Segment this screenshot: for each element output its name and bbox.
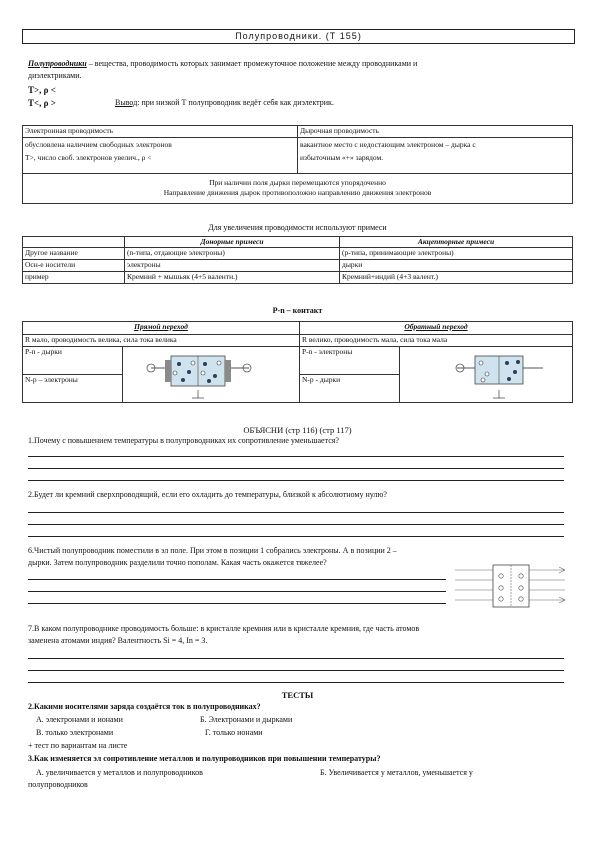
impurity-caption: Для увеличения проводимости используют примеси bbox=[208, 223, 387, 232]
question-7-line-2: заменена атомами индия? Валентность Si = 4, In = 3. bbox=[28, 636, 208, 645]
conduction-table bbox=[22, 125, 573, 204]
pn-reverse-row-1: P-n - электроны bbox=[300, 347, 400, 375]
header-electron: Электронная проводимость bbox=[23, 126, 298, 138]
answer-line bbox=[28, 670, 564, 671]
answer-line bbox=[28, 591, 446, 592]
explain-header: ОБЪЯСНИ (стр 116) (стр 117) bbox=[243, 425, 352, 435]
pn-desc-reverse: R велико, проводимость мала, сила тока мала bbox=[300, 335, 573, 347]
answer-line bbox=[28, 480, 564, 481]
hole-cell bbox=[298, 138, 573, 174]
impurity-row-label: пример bbox=[23, 272, 125, 284]
definition-line bbox=[28, 58, 417, 70]
impurity-row-label: Другое название bbox=[23, 248, 125, 260]
test-2-option-a[interactable]: А. электронами и ионами bbox=[36, 715, 123, 724]
impurity-row-donor: (n-типа, отдающие электроны) bbox=[125, 248, 340, 260]
impurity-header-donor: Донорные примеси bbox=[125, 237, 340, 248]
definition-line-2: диэлектриками. bbox=[28, 71, 82, 80]
impurity-table bbox=[22, 236, 573, 284]
impurity-row-acceptor: (p-типа, принимающие электроны) bbox=[340, 248, 573, 260]
electron-line-2: T>, число своб. электронов увелич., ρ < bbox=[25, 153, 152, 162]
impurity-header-acceptor: Акцепторные примеси bbox=[340, 237, 573, 248]
pn-forward-row-1: P-n - дырки bbox=[23, 347, 123, 375]
impurity-row-acceptor: Кремний+индий (4+3 валент.) bbox=[340, 272, 573, 284]
pn-desc-forward: R мало, проводимость велика, сила тока велика bbox=[23, 335, 300, 347]
answer-line bbox=[28, 512, 564, 513]
conclusion bbox=[115, 97, 334, 109]
pn-forward-row-2: N-p – электроны bbox=[23, 375, 123, 403]
impurity-row-label: Осн-е носители bbox=[23, 260, 125, 272]
test-2-option-d[interactable]: Г. только ионами bbox=[205, 728, 263, 737]
impurity-row-donor: электроны bbox=[125, 260, 340, 272]
question-7-line-1: 7.В каком полупроводнике проводимость больше: в кристалле кремния или в кристалле кремния, где часть атомов bbox=[28, 624, 420, 633]
answer-line bbox=[28, 579, 446, 580]
impurity-row-acceptor: дырки bbox=[340, 260, 573, 272]
test-3-option-b[interactable]: Б. Увеличивается у металлов, уменьшается у bbox=[320, 768, 473, 777]
test-2-option-b[interactable]: Б. Электронами и дырками bbox=[200, 715, 293, 724]
answer-line bbox=[28, 682, 564, 683]
question-2: 2.Будет ли кремний сверхпроводящий, если его охладить до температуры, близкой к абсолютному нулю? bbox=[28, 490, 387, 499]
conclusion-label: Вывод bbox=[115, 98, 138, 107]
hole-line-1: вакантное место с недостающим электроном – дырка с bbox=[300, 140, 476, 149]
answer-line bbox=[28, 603, 446, 604]
reverse-junction-figure bbox=[455, 350, 545, 406]
test-3-option-b-continued: полупроводников bbox=[28, 780, 88, 789]
pn-header-forward: Прямой переход bbox=[23, 322, 300, 335]
test-note: + тест по вариантам на листе bbox=[28, 741, 128, 750]
test-2-question: 2.Какими носителями заряда создаётся ток в полупроводниках? bbox=[28, 702, 261, 711]
hole-line-2: избыточным «+» зарядом. bbox=[300, 153, 384, 162]
answer-line bbox=[28, 468, 564, 469]
electron-line-1: обусловлена наличием свободных электронов bbox=[25, 140, 172, 149]
answer-line bbox=[28, 658, 564, 659]
page-title: Полупроводники. (Т 155) bbox=[22, 29, 575, 44]
question-1: 1.Почему с повышением температуры в полупроводниках их сопротивление уменьшается? bbox=[28, 436, 339, 445]
pn-caption: P-n – контакт bbox=[272, 306, 323, 315]
impurity-row-donor: Кремний + мышьяк (4+5 валентн.) bbox=[125, 272, 340, 284]
header-hole: Дырочная проводимость bbox=[298, 126, 573, 138]
question-6-line-2: дырки. Затем полупроводник разделили точно пополам. Какая часть окажется тяжелее? bbox=[28, 558, 327, 567]
tests-header: ТЕСТЫ bbox=[281, 690, 314, 700]
question-6-line-1: 6.Чистый полупроводник поместили в эл поле. При этом в позиции 1 собрались электроны. А в позиции 2 – bbox=[28, 546, 397, 555]
pn-reverse-row-2: N-p - дырки bbox=[300, 375, 400, 403]
footer-line-2: Направление движения дырок противоположно направлению движения электронов bbox=[163, 188, 432, 197]
footer-cell bbox=[23, 174, 573, 204]
forward-junction-figure bbox=[145, 350, 253, 404]
test-3-question: 3.Как изменяется эл сопротивление металлов и полупроводников при повышении температуры? bbox=[28, 754, 381, 763]
temperature-up: T>, ρ < bbox=[28, 85, 56, 95]
conclusion-text: : при низкой Т полупроводник ведёт себя как диэлектрик. bbox=[137, 98, 334, 107]
test-2-option-c[interactable]: В. только электронами bbox=[36, 728, 114, 737]
field-semiconductor-figure bbox=[455, 562, 565, 610]
temperature-down: T<, ρ > bbox=[28, 98, 56, 108]
impurity-header-blank bbox=[23, 237, 125, 248]
electron-cell bbox=[23, 138, 298, 174]
term: Полупроводники bbox=[28, 59, 87, 68]
definition-text: – вещества, проводимость которых занимает промежуточное положение между проводниками и bbox=[86, 59, 418, 68]
answer-line bbox=[28, 524, 564, 525]
pn-header-reverse: Обратный переход bbox=[300, 322, 573, 335]
answer-line bbox=[28, 456, 564, 457]
footer-line-1: При наличии поля дырки перемещаются упорядоченно bbox=[209, 178, 386, 187]
test-3-option-a[interactable]: А. увеличивается у металлов и полупроводников bbox=[36, 768, 203, 777]
answer-line bbox=[28, 536, 564, 537]
